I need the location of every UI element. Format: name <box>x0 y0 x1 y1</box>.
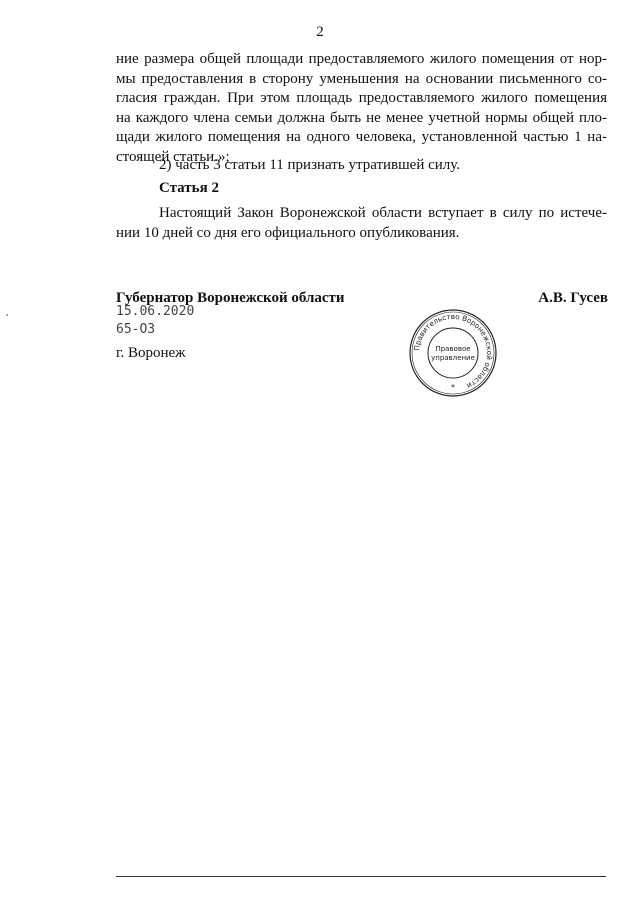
seal-ring-text: Правительство Воронежской области <box>412 311 495 391</box>
text-line: мы предоставления в сторону уменьшения на основании письменного со- <box>116 70 607 87</box>
text-line: щади жилого помещения на одного человека, установленной частью 1 на- <box>116 129 607 145</box>
text-line: гласия граждан. При этом площадь предоставляемого жилого помещения <box>116 90 607 106</box>
official-seal <box>408 308 498 398</box>
paragraph-continuation <box>116 50 607 167</box>
city: г. Воронеж <box>116 345 186 361</box>
text-line: ние размера общей площади предоставляемого жилого помещения от нор- <box>116 51 607 67</box>
article-2-heading: Статья 2 <box>159 180 219 196</box>
footer-divider <box>116 876 606 877</box>
seal-center-line2: управление <box>431 354 475 362</box>
signatory-title: Губернатор Воронежской области <box>116 290 345 306</box>
text-line: нии 10 дней со дня его официального опубликования. <box>116 224 460 241</box>
text-line: на каждого члена семьи должна быть не менее учетной нормы общей пло- <box>116 109 607 126</box>
signatory-name: А.В. Гусев <box>538 290 608 306</box>
paragraph-item-2: 2) часть 3 статьи 11 признать утратившей силу. <box>159 157 461 173</box>
law-date: 15.06.2020 <box>116 304 195 319</box>
seal-star-icon: * <box>451 383 455 392</box>
page-number: 2 <box>316 24 324 40</box>
scan-speck <box>6 314 8 316</box>
seal-center-line1: Правовое <box>435 345 471 353</box>
text-line: стоящей статьи.»; <box>116 148 230 165</box>
law-number: 65-ОЗ <box>116 322 156 337</box>
text-line: Настоящий Закон Воронежской области вступает в силу по истече- <box>159 205 607 221</box>
article-2-body <box>116 204 607 243</box>
